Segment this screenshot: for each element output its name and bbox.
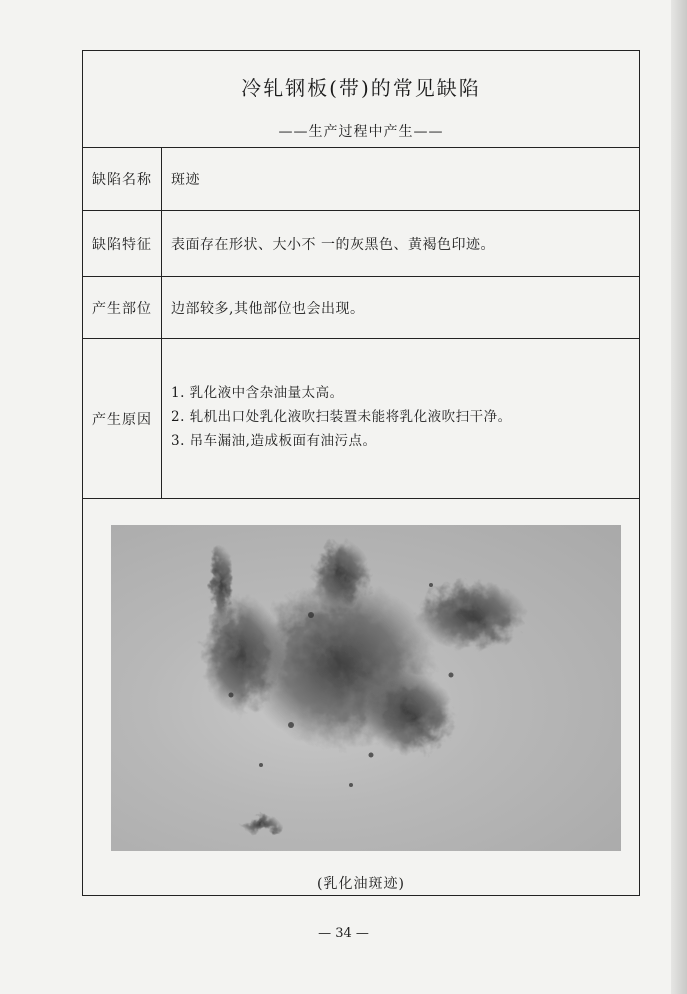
oil-stain-image (111, 525, 621, 851)
row-defect-location (83, 277, 639, 339)
row-label: 产生原因 (83, 339, 162, 498)
row-label: 产生部位 (83, 277, 162, 338)
page-edge (671, 0, 687, 994)
row-defect-feature (83, 211, 639, 277)
row-value: 表面存在形状、大小不 一的灰黑色、黄褐色印迹。 (171, 236, 495, 253)
cause-list (171, 381, 631, 498)
cause-item: 2. 轧机出口处乳化液吹扫装置未能将乳化液吹扫干净。 (171, 409, 512, 425)
page-number: — 34 — (318, 926, 369, 941)
cause-item: 1. 乳化液中含杂油量太高。 (171, 385, 344, 401)
row-value: 边部较多,其他部位也会出现。 (171, 300, 365, 317)
row-value: 斑迹 (171, 171, 200, 188)
defect-photo (111, 525, 621, 851)
row-label: 缺陷特征 (83, 211, 162, 276)
defect-table (82, 50, 640, 896)
page-subtitle: ——生产过程中产生—— (278, 124, 444, 140)
photo-caption: (乳化油斑迹) (317, 876, 405, 892)
row-defect-cause (83, 339, 639, 499)
row-defect-name (83, 147, 639, 211)
page-title: 冷轧钢板(带)的常见缺陷 (241, 76, 481, 100)
cause-item: 3. 吊车漏油,造成板面有油污点。 (171, 433, 377, 449)
title-block (83, 51, 639, 148)
row-label: 缺陷名称 (83, 147, 162, 210)
